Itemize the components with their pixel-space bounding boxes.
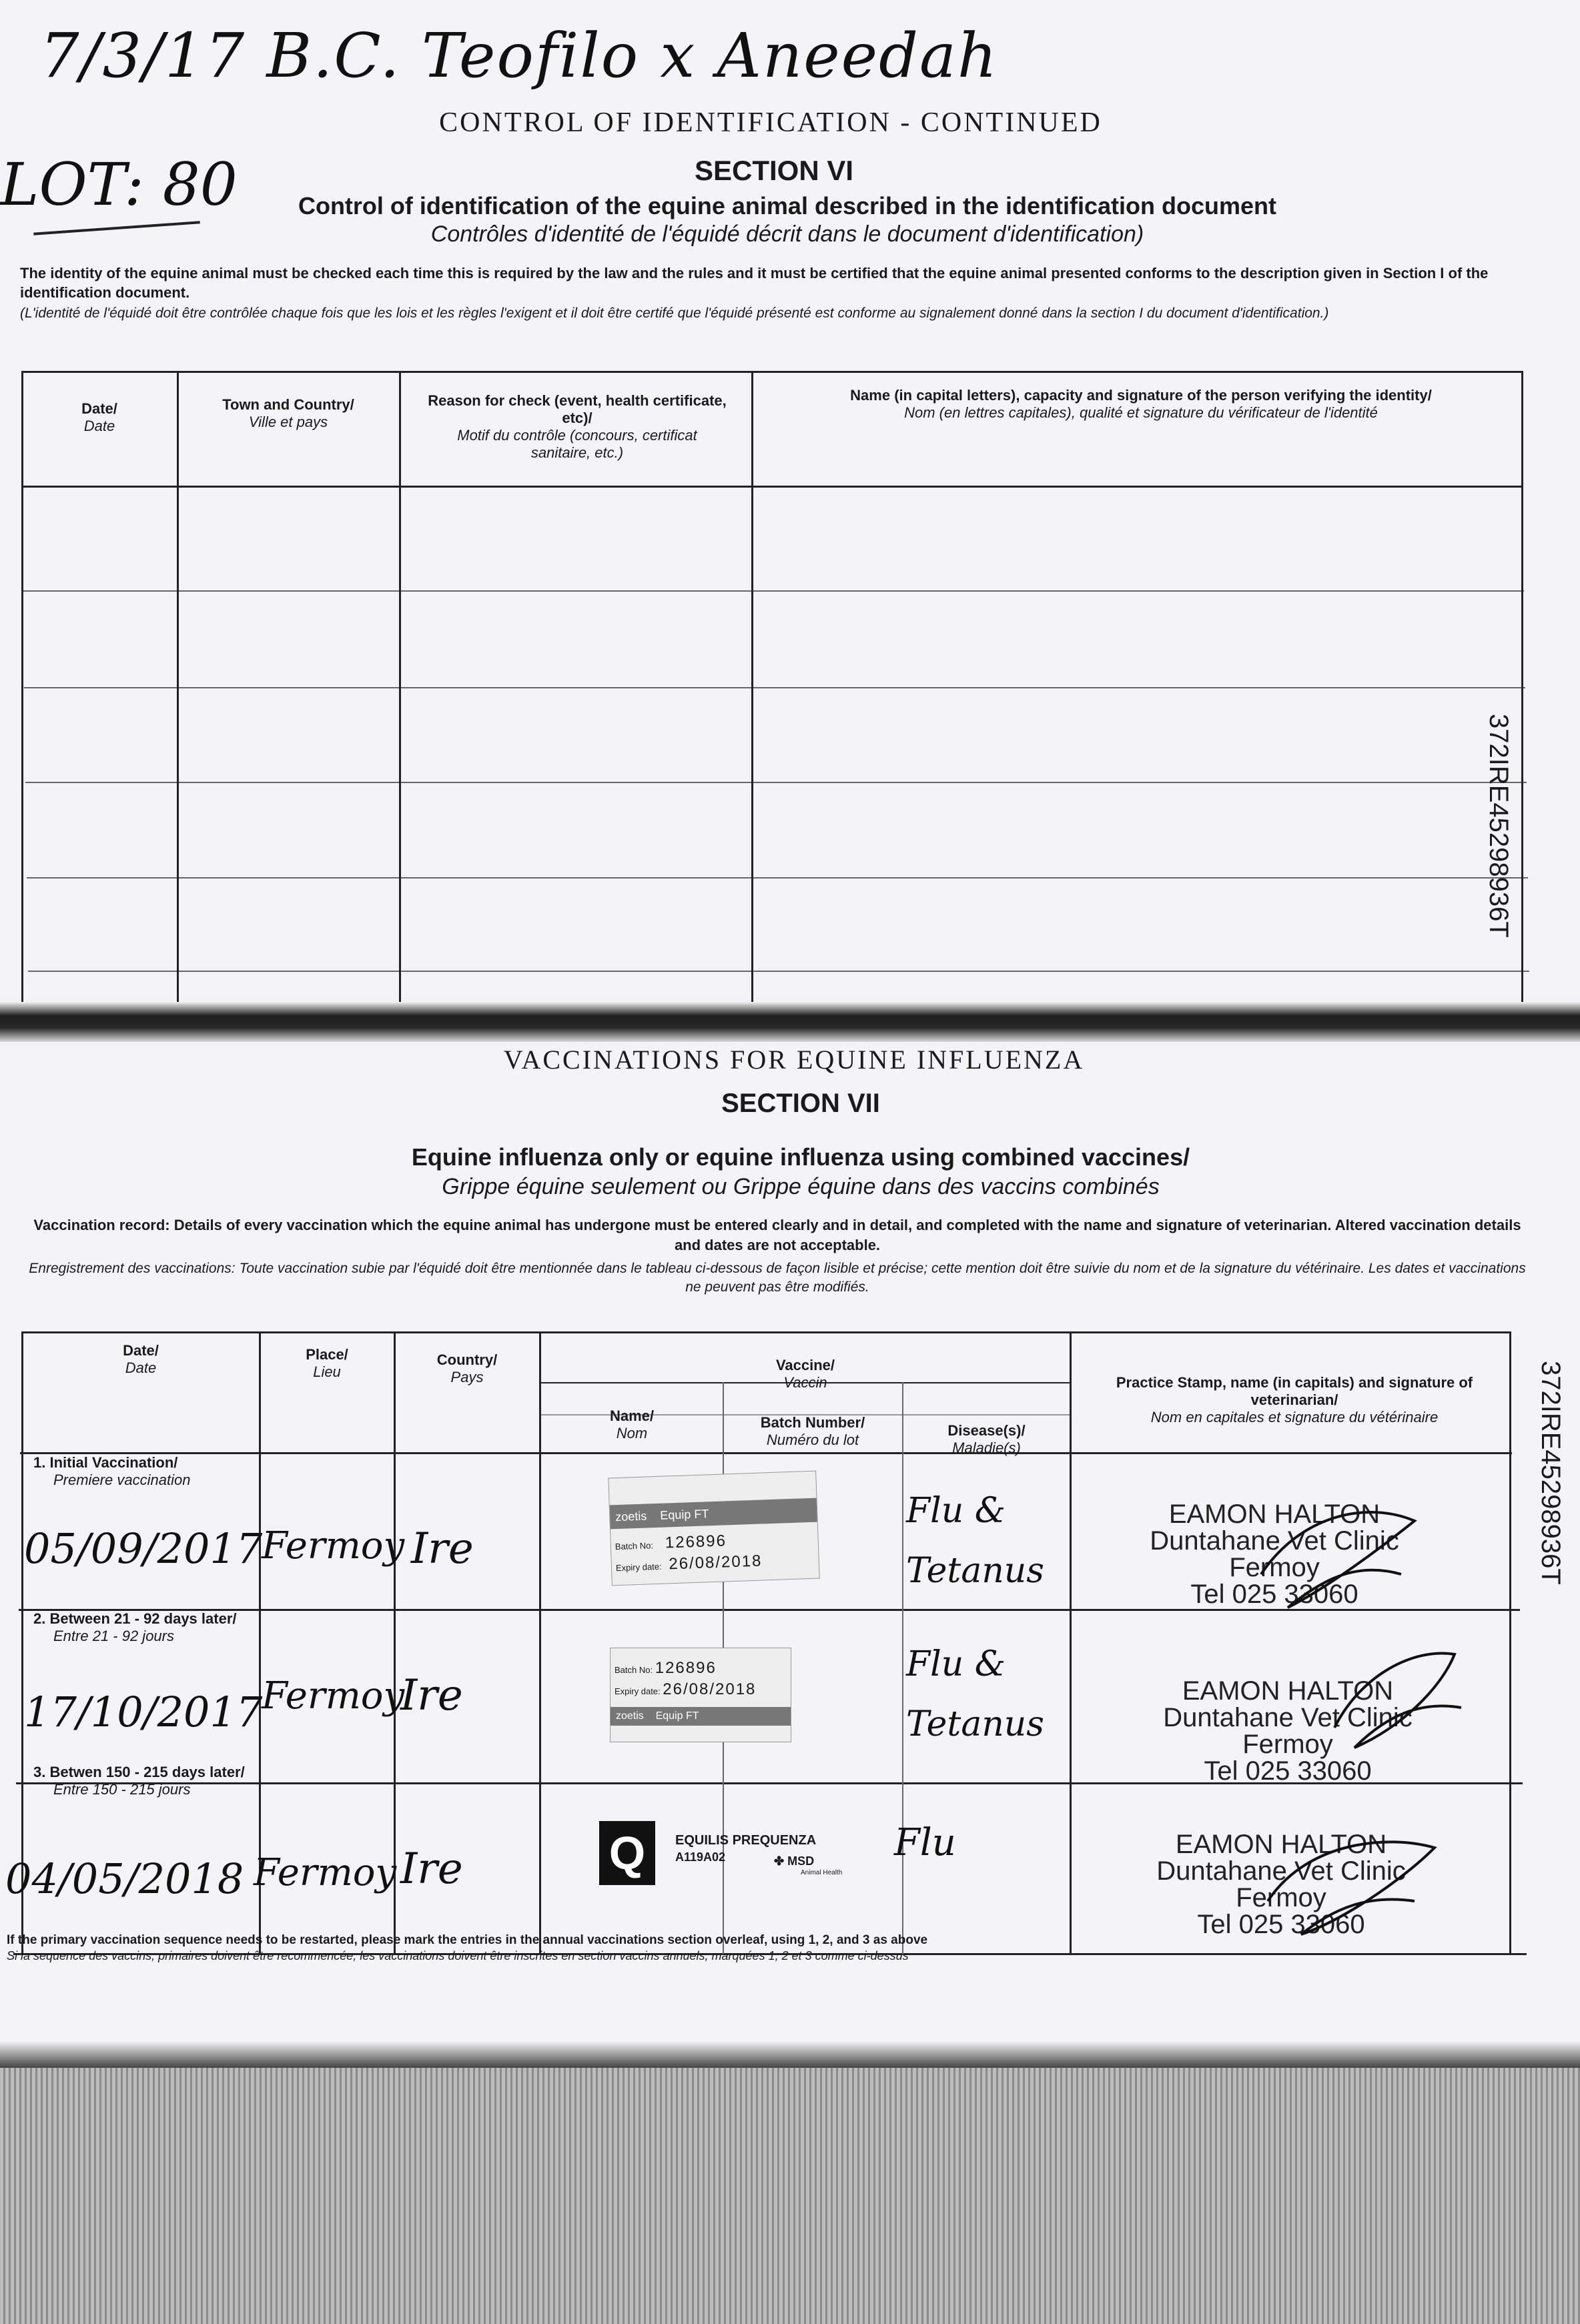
- section7-col-stamp: Practice Stamp, name (in capitals) and signature of veterinarian/ Nom en capitales et signature du vétérinaire: [1116, 1374, 1473, 1425]
- row1-disease: Flu & Tetanus: [906, 1491, 1044, 1591]
- scan-cover-texture: [0, 2068, 1580, 2324]
- row1-date: 05/09/2017: [24, 1524, 263, 1573]
- row1-practice: Duntahane Vet Clinic: [1150, 1526, 1399, 1556]
- row2-product: Equip FT: [655, 1710, 699, 1722]
- row3-date: 04/05/2018: [5, 1854, 244, 1903]
- row3-batch: A119A02: [675, 1850, 726, 1864]
- side-id-top: 372IRE45298936T: [1484, 714, 1513, 938]
- row2-expiry: 26/08/2018: [663, 1680, 757, 1698]
- section7-heading: SECTION VII: [721, 1089, 880, 1118]
- scan-bottom-edge: [0, 2041, 1580, 2068]
- side-id-bottom: 372IRE45298936T: [1536, 1361, 1565, 1585]
- section7-col-name: Name/ Nom: [609, 1407, 655, 1441]
- row2-disease: Flu & Tetanus: [906, 1644, 1044, 1744]
- lot-underline: [33, 221, 200, 235]
- row2-tel: Tel 025 33060: [1204, 1756, 1372, 1786]
- row1-tel: Tel 025 33060: [1190, 1580, 1358, 1609]
- row3-disease: Flu: [894, 1821, 956, 1864]
- row2-town: Fermoy: [1242, 1730, 1333, 1759]
- section7-col-vaccine: Vaccine/ Vaccin: [775, 1357, 835, 1391]
- section6-col-name: Name (in capital letters), capacity and signature of the person verifying the identity/ Nom (en lettres capitales), qualité et signature du vérificateur de l'identité: [850, 387, 1432, 421]
- row1-vaccine-label: [608, 1471, 819, 1586]
- section7-subtitle-en: Equine influenza only or equine influenza using combined vaccines/: [411, 1143, 1190, 1171]
- row1-country: Ire: [411, 1524, 474, 1574]
- row3-tel: Tel 025 33060: [1197, 1910, 1365, 1939]
- row1-place: Fermoy: [262, 1524, 405, 1568]
- row1-expiry-label: Expiry date:: [615, 1561, 662, 1574]
- row2-label: 2. Between 21 - 92 days later/ Entre 21 - 92 jours: [33, 1610, 237, 1644]
- section6-col-date: Date/ Date: [81, 400, 117, 434]
- section6-intro-en: The identity of the equine animal must be checked each time this is required by the law and the rules and it must be certified that the equine animal presented conforms to the description given in Section I of the identification document.: [20, 265, 1489, 301]
- row1-label: 1. Initial Vaccination/ Premiere vaccination: [33, 1454, 191, 1488]
- section7-col-place: Place/ Lieu: [306, 1346, 348, 1380]
- row2-brand: zoetis: [616, 1710, 644, 1722]
- row2-date: 17/10/2017: [24, 1688, 263, 1736]
- row3-label: 3. Betwen 150 - 215 days later/ Entre 150 - 215 jours: [33, 1764, 245, 1798]
- row3-vaccine-logo: Q: [599, 1821, 655, 1885]
- row2-batch: 126896: [655, 1659, 717, 1677]
- row2-practice: Duntahane Vet Clinic: [1163, 1703, 1413, 1732]
- row3-country: Ire: [400, 1844, 463, 1894]
- section7-record-fr: Enregistrement des vaccinations: Toute vaccination subie par l'équidé doit être mentionnée dans le tableau ci-dessous de façon lisible et précise; cette mention doit être suivie du nom et de la signature du vétérinaire. Les dates et vaccinations ne peuvent pas être modifiés.: [29, 1261, 1526, 1295]
- maker-logo-icon: ✤: [774, 1854, 785, 1868]
- row1-batch: 126896: [665, 1532, 727, 1552]
- row3-practice: Duntahane Vet Clinic: [1156, 1856, 1406, 1886]
- handwritten-lot-number: LOT: 80: [0, 150, 238, 219]
- page-fold-shadow: [0, 1002, 1580, 1042]
- row1-town: Fermoy: [1229, 1553, 1320, 1582]
- handwritten-horse-note: 7/3/17 B.C. Teofilo x Aneedah: [40, 20, 999, 91]
- row3-maker-sub: Animal Health: [801, 1869, 843, 1876]
- section6-subtitle-fr: Contrôles d'identité de l'équidé décrit dans le document d'identification): [430, 221, 1144, 247]
- row3-vet-name: EAMON HALTON: [1175, 1830, 1387, 1859]
- row3-town: Fermoy: [1236, 1883, 1326, 1912]
- row2-vet-name: EAMON HALTON: [1182, 1676, 1394, 1706]
- row1-expiry: 26/08/2018: [668, 1552, 763, 1574]
- row3-maker: ✤ MSD: [774, 1854, 815, 1868]
- row1-brand: zoetis: [615, 1509, 647, 1524]
- row1-vet-name: EAMON HALTON: [1168, 1500, 1380, 1529]
- row1-batch-label: Batch No:: [615, 1540, 654, 1552]
- row2-vet-signature: [1321, 1634, 1481, 1768]
- section7-col-disease: Disease(s)/ Maladie(s): [947, 1422, 1026, 1456]
- row2-vaccine-label: [610, 1648, 791, 1742]
- section7-col-batch: Batch Number/ Numéro du lot: [760, 1414, 865, 1448]
- row3-place: Fermoy: [254, 1851, 397, 1894]
- section6-col-reason: Reason for check (event, health certificate, etc)/ Motif du contrôle (concours, certificat sanitaire, etc.): [428, 392, 727, 461]
- section7-record-en: Vaccination record: Details of every vaccination which the equine animal has undergone must be entered clearly and in detail, and completed with the name and signature of veterinarian. Altered vaccination details and dates are not acceptable.: [33, 1217, 1521, 1253]
- section6-col-town: Town and Country/ Ville et pays: [222, 396, 354, 430]
- section7-col-country: Country/ Pays: [436, 1351, 498, 1385]
- section6-intro-fr: (L'identité de l'équidé doit être contrôlée chaque fois que les lois et les règles l'exigent et il doit être certifé que l'équidé présenté est conforme au signalement donné dans la section I du document d'identification.): [20, 306, 1329, 321]
- section7-footer-fr: Si la sequence des vaccins, primaires doivent être recommencée, les vaccinations doivent être inscrites en section vaccins annuels, marquées 1, 2 et 3 comme ci-dessus: [7, 1949, 909, 1962]
- section6-continued-title: CONTROL OF IDENTIFICATION - CONTINUED: [439, 107, 1102, 138]
- section7-col-date: Date/ Date: [123, 1342, 159, 1376]
- section7-footer-en: If the primary vaccination sequence needs to be restarted, please mark the entries in the annual vaccinations section overleaf, using 1, 2, and 3 as above: [7, 1933, 928, 1947]
- section6-subtitle-en: Control of identification of the equine animal described in the identification document: [298, 192, 1277, 219]
- row2-country: Ire: [400, 1671, 463, 1720]
- row2-place: Fermoy: [262, 1674, 405, 1718]
- row2-expiry-label: Expiry date:: [615, 1686, 661, 1696]
- section7-subtitle-fr: Grippe équine seulement ou Grippe équine dans des vaccins combinés: [442, 1174, 1160, 1199]
- row1-product: Equip FT: [659, 1507, 709, 1522]
- section7-continued-title: VACCINATIONS FOR EQUINE INFLUENZA: [503, 1045, 1085, 1075]
- row1-vet-signature: [1248, 1494, 1435, 1628]
- row2-batch-label: Batch No:: [615, 1665, 653, 1675]
- section6-heading: SECTION VI: [694, 155, 854, 186]
- row3-product: EQUILIS PREQUENZA: [675, 1833, 817, 1848]
